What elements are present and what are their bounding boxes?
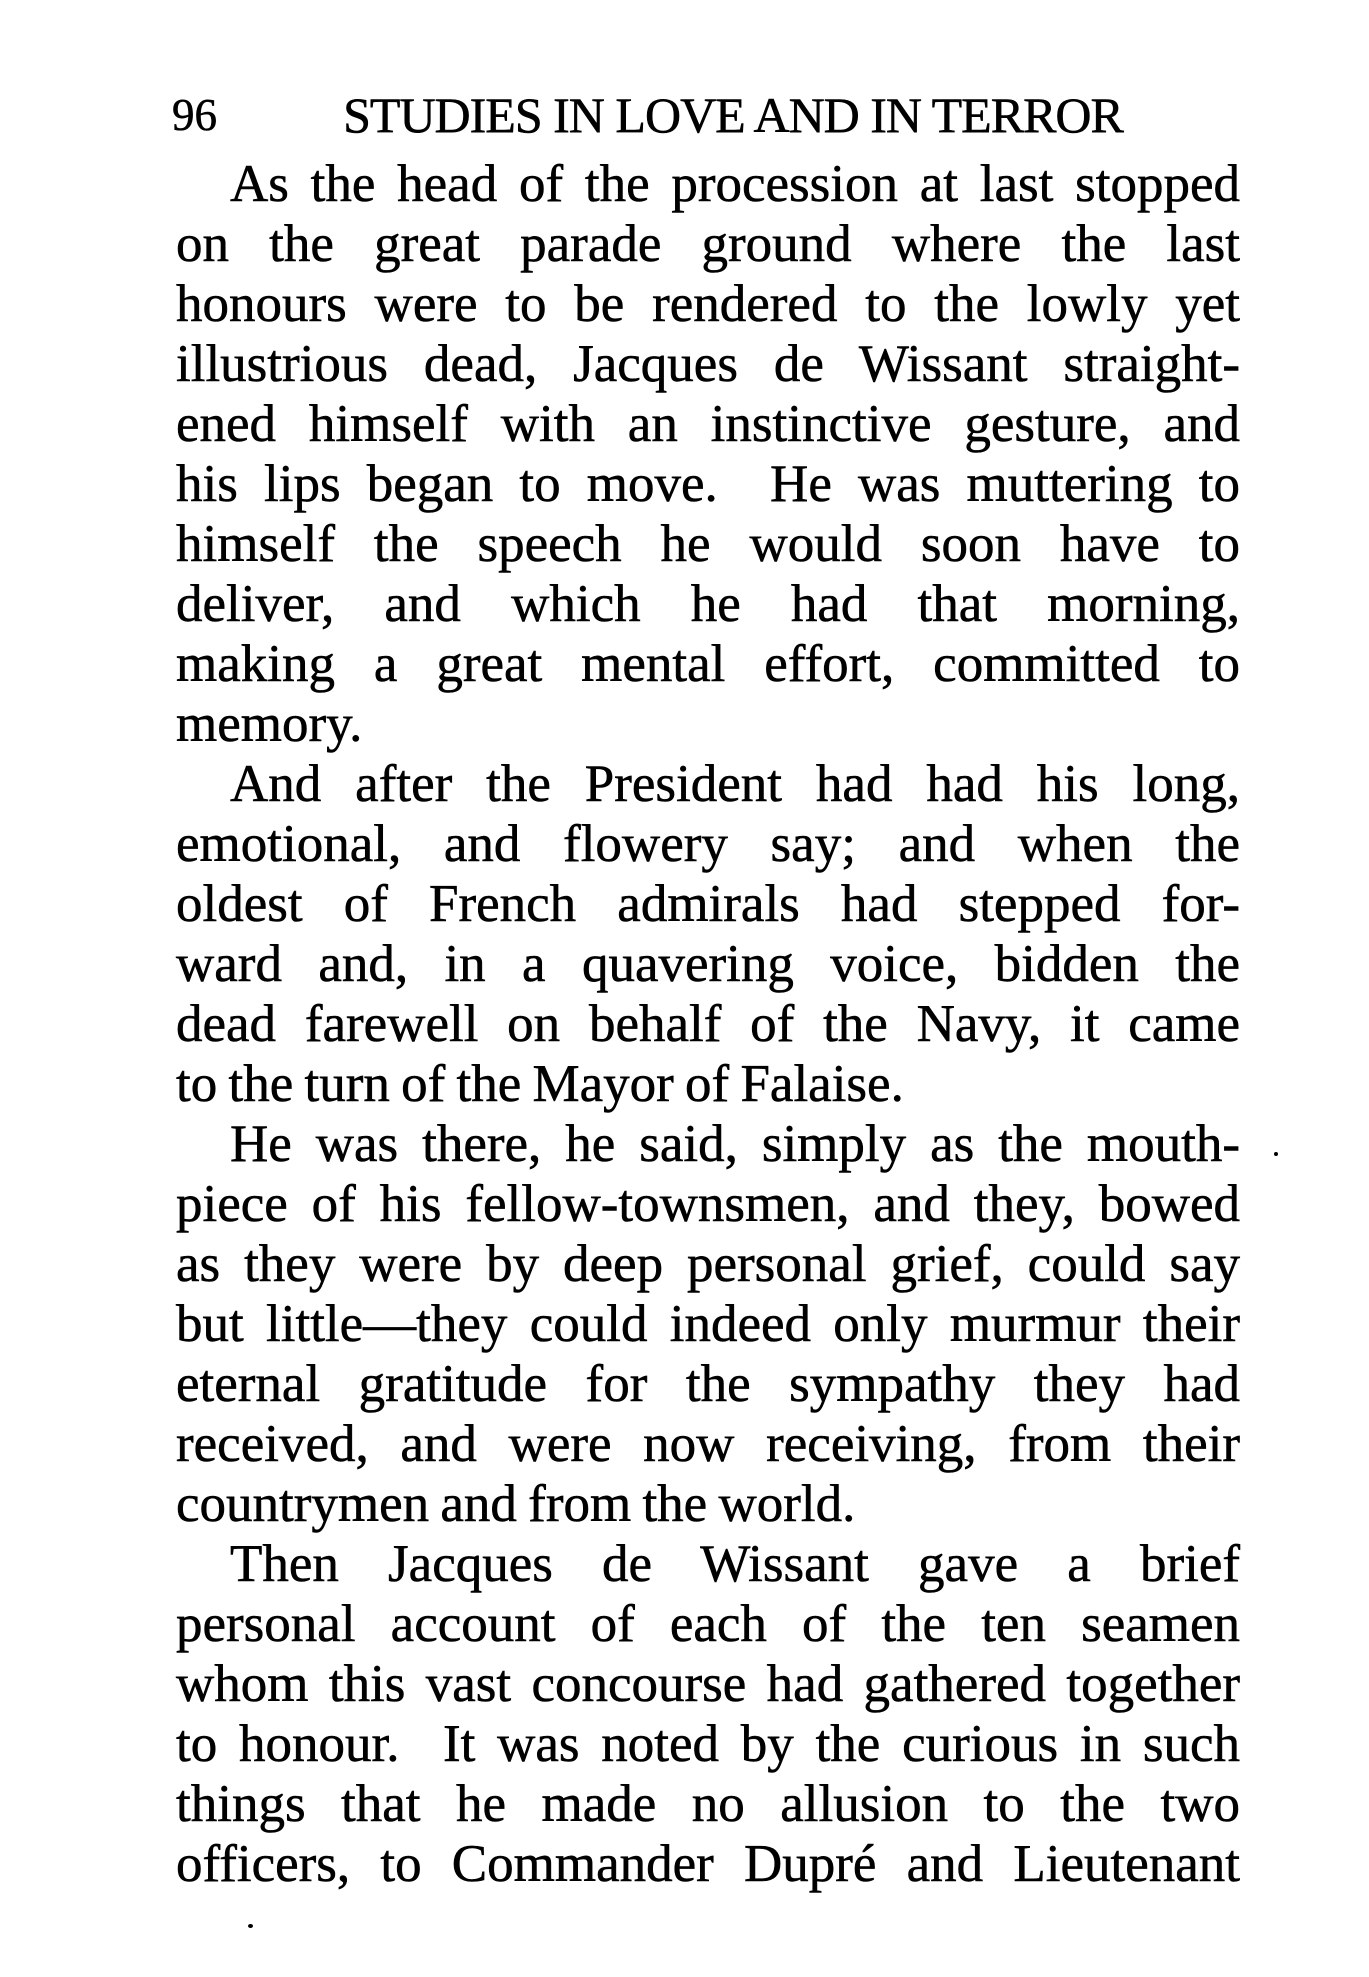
text-line: memory. xyxy=(176,695,363,753)
running-title: STUDIES IN LOVE AND IN TERROR xyxy=(343,87,1123,143)
text-line: on the great parade ground where the last xyxy=(176,215,1240,273)
text-line: illustrious dead, Jacques de Wissant straight- xyxy=(176,335,1240,393)
text-line: personal account of each of the ten seamen xyxy=(176,1595,1240,1653)
text-line: eternal gratitude for the sympathy they had xyxy=(176,1355,1240,1413)
ink-speck xyxy=(1274,1152,1278,1156)
text-line: as they were by deep personal grief, could say xyxy=(176,1235,1240,1293)
text-line: As the head of the procession at last stopped xyxy=(230,155,1240,213)
text-line: oldest of French admirals had stepped for- xyxy=(176,875,1240,933)
text-line: deliver, and which he had that morning, xyxy=(176,575,1240,633)
text-line: countrymen and from the world. xyxy=(176,1475,856,1533)
text-line: emotional, and flowery say; and when the xyxy=(176,815,1240,873)
text-line: ened himself with an instinctive gesture, and xyxy=(176,395,1240,453)
text-line: to honour. It was noted by the curious in such xyxy=(176,1715,1240,1773)
text-line: ward and, in a quavering voice, bidden the xyxy=(176,935,1240,993)
text-line: officers, to Commander Dupré and Lieutenant xyxy=(176,1835,1240,1893)
text-line: things that he made no allusion to the two xyxy=(176,1775,1240,1833)
text-line: himself the speech he would soon have to xyxy=(176,515,1240,573)
page-header xyxy=(172,0,1240,150)
text-line: And after the President had had his long, xyxy=(230,755,1240,813)
text-line: whom this vast concourse had gathered together xyxy=(176,1655,1240,1713)
page-number: 96 xyxy=(172,90,217,140)
body-text xyxy=(176,154,1240,1894)
text-line: making a great mental effort, committed to xyxy=(176,635,1240,693)
text-line: dead farewell on behalf of the Navy, it came xyxy=(176,995,1240,1053)
text-line: his lips began to move. He was muttering to xyxy=(176,455,1240,513)
ink-speck xyxy=(248,1924,253,1928)
text-line: to the turn of the Mayor of Falaise. xyxy=(176,1055,904,1113)
text-line: but little—they could indeed only murmur their xyxy=(176,1295,1240,1353)
text-line: piece of his fellow-townsmen, and they, bowed xyxy=(176,1175,1240,1233)
text-line: Then Jacques de Wissant gave a brief xyxy=(230,1535,1240,1593)
text-line: honours were to be rendered to the lowly yet xyxy=(176,275,1240,333)
text-line: received, and were now receiving, from their xyxy=(176,1415,1240,1473)
text-line: He was there, he said, simply as the mouth- xyxy=(230,1115,1240,1173)
